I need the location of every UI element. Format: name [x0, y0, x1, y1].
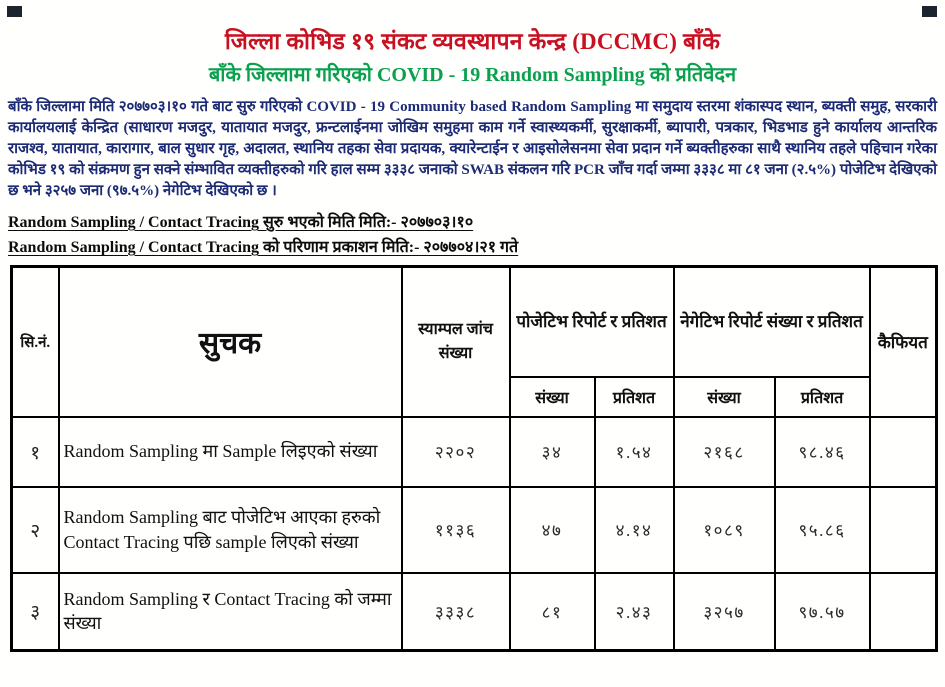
table-header-row: [12, 267, 937, 377]
table-row: [12, 417, 937, 487]
cell-positive-count: ४७: [510, 487, 595, 573]
table-row: [12, 487, 937, 573]
report-title: जिल्ला कोभिड १९ संकट व्यवस्थापन केन्द्र (DCCMC) बाँके: [224, 29, 721, 54]
cell-sample-count: ११३६: [402, 487, 510, 573]
cell-indicator: Random Sampling र Contact Tracing को जम्मा संख्या: [59, 573, 402, 651]
cell-positive-pct: २.४३: [595, 573, 674, 651]
cell-sample-count: ३३३८: [402, 573, 510, 651]
cell-serial: ३: [12, 573, 59, 651]
cell-indicator: Random Sampling मा Sample लिइएको संख्या: [59, 417, 402, 487]
cell-negative-pct: ९८.४६: [775, 417, 870, 487]
cell-serial: १: [12, 417, 59, 487]
cell-negative-pct: ९५.८६: [775, 487, 870, 573]
col-header-negative-count: संख्या: [674, 377, 775, 417]
cell-positive-count: ८१: [510, 573, 595, 651]
col-header-negative-group: नेगेटिभ रिपोर्ट संख्या र प्रतिशत: [674, 267, 870, 377]
cell-positive-pct: १.५४: [595, 417, 674, 487]
cell-negative-count: १०८९: [674, 487, 775, 573]
cell-remarks: [870, 417, 937, 487]
cell-remarks: [870, 487, 937, 573]
cell-indicator: Random Sampling बाट पोजेटिभ आएका हरुको Contact Tracing पछि sample लिएको संख्या: [59, 487, 402, 573]
sampling-start-date-line: Random Sampling / Contact Tracing सुरु भएको मिति मिति:- २०७७०३।१०: [8, 214, 474, 231]
cell-negative-pct: ९७.५७: [775, 573, 870, 651]
cell-sample-count: २२०२: [402, 417, 510, 487]
cell-positive-count: ३४: [510, 417, 595, 487]
cell-negative-count: २१६८: [674, 417, 775, 487]
col-header-positive-count: संख्या: [510, 377, 595, 417]
report-subtitle: बाँके जिल्लामा गरिएको COVID - 19 Random Sampling को प्रतिवेदन: [208, 64, 737, 86]
cell-negative-count: ३२५७: [674, 573, 775, 651]
result-publish-date-line: Random Sampling / Contact Tracing को परिणाम प्रकाशन मिति:- २०७७०४।२१ गते: [8, 239, 519, 256]
col-header-serial: सि.नं.: [12, 267, 59, 417]
intro-paragraph: बाँके जिल्लामा मिति २०७७०३।१० गते बाट सुरु गरिएको COVID - 19 Community based Random Sampling मा समुदाय स्तरमा शंकास्पद स्थान, ब्यक्ती समुह, सरकारी कार्यालयलाई केन्द्रित (साधारण मजदुर, यातायात मजदुर, फ्रन्टलाईनमा जोखिम समुहमा काम गर्ने स्वास्थ्यकर्मी, सुरक्षाकर्मी, ब्यापारी, पत्रकार, भिडभाड हुने कार्यालय आन्तरिक राजश्व, यातायात, कारागार, बाल सुधार गृह, अदालत, स्थानिय तहका सेवा प्रदायक, क्यारेन्टाईन र आइसोलेसनमा सेवा प्रदान गर्ने ब्यक्तीहरुका साथै स्थानिय तहले पहिचान गरेका कोभिड १९ को संक्रमण हुन सक्ने संम्भावित व्यक्तीहरुको गरि हाल सम्म ३३३८ जनाको SWAB संकलन गरि PCR जाँच गर्दा जम्मा ३३३८ मा ८१ जना (२.५%) पोजेटिभ देखिएको छ भने ३२५७ जना (९७.५%) नेगेटिभ देखिएको छ ।: [8, 99, 937, 199]
col-header-remarks: कैफियत: [870, 267, 937, 417]
scan-artifact-top-right: [922, 6, 937, 17]
cell-remarks: [870, 573, 937, 651]
col-header-sample-count: स्याम्पल जांच संख्या: [402, 267, 510, 417]
table-row: [12, 573, 937, 651]
cell-positive-pct: ४.१४: [595, 487, 674, 573]
col-header-indicator: सुचक: [59, 267, 402, 417]
col-header-positive-percent: प्रतिशत: [595, 377, 674, 417]
sampling-summary-table: [10, 265, 938, 652]
scan-artifact-top-left: [7, 6, 22, 17]
col-header-positive-group: पोजेटिभ रिपोर्ट र प्रतिशत: [510, 267, 674, 377]
col-header-negative-percent: प्रतिशत: [775, 377, 870, 417]
cell-serial: २: [12, 487, 59, 573]
